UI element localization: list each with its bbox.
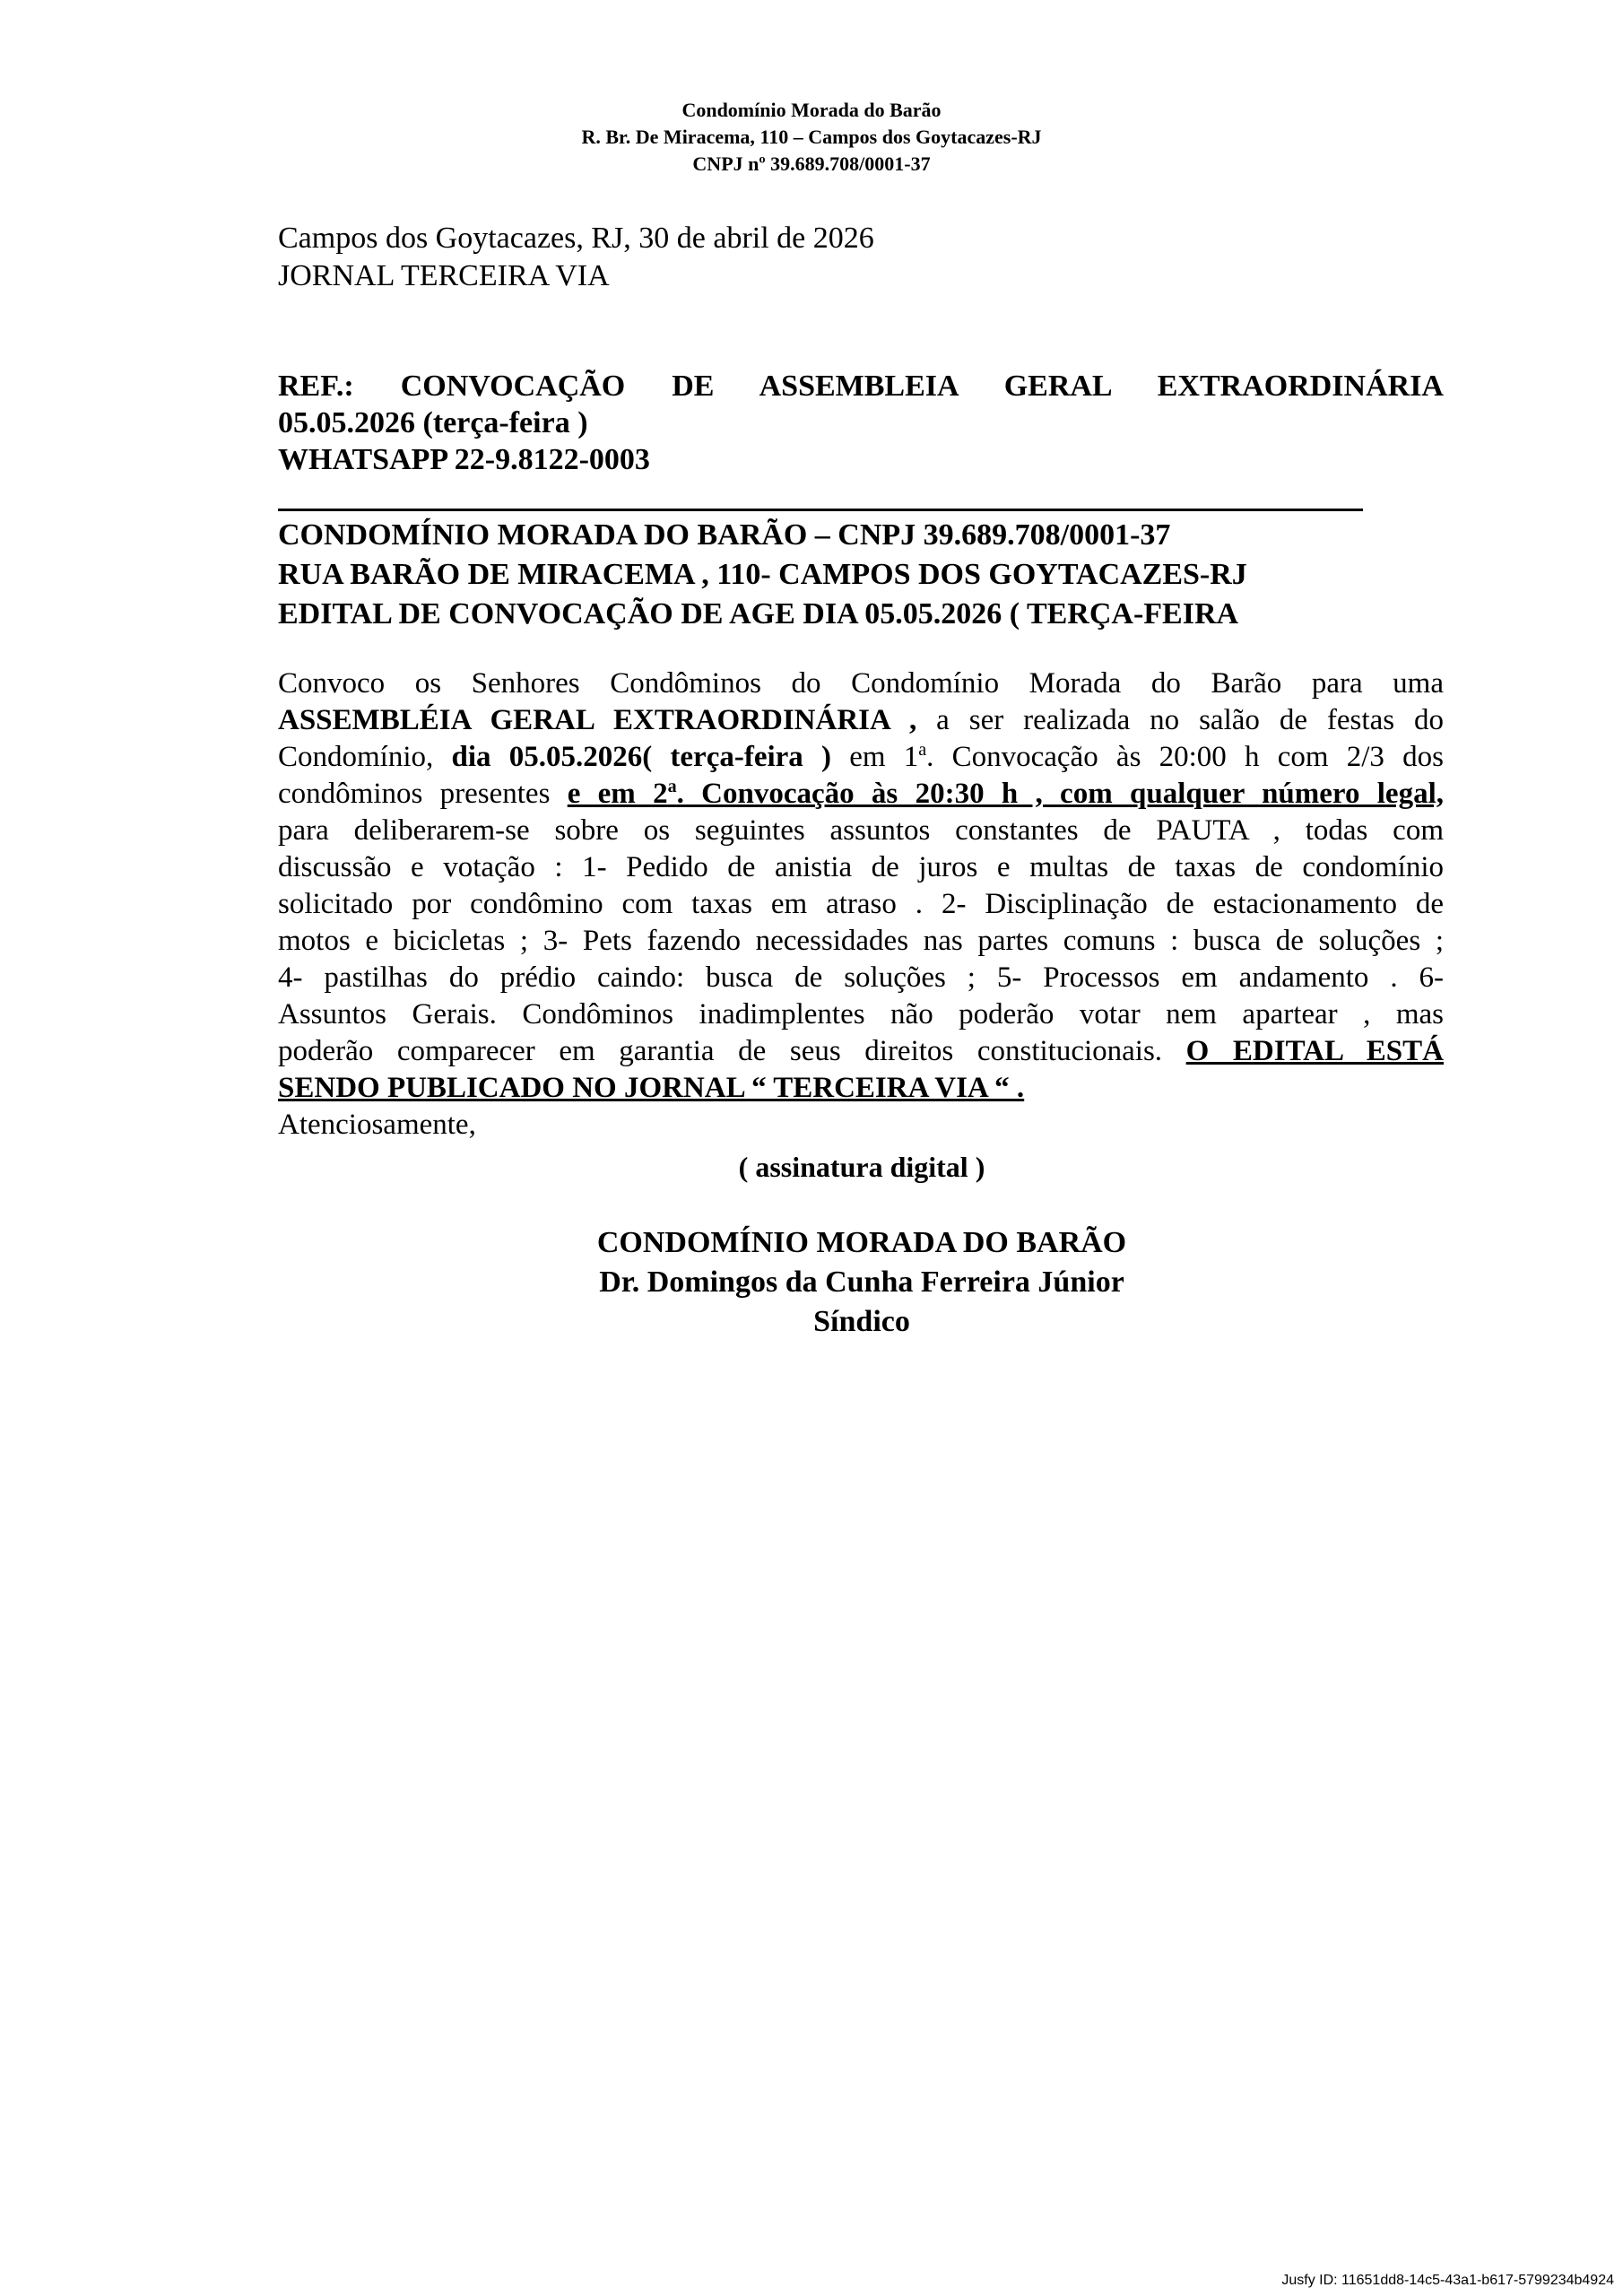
- signature-block: [0, 1223, 1623, 1342]
- second-call-text: [568, 778, 1444, 810]
- header-line-3: EDITAL DE CONVOCAÇÃO DE AGE DIA 05.05.2026 ( TERÇA-FEIRA: [278, 597, 1239, 631]
- meeting-date: dia 05.05.2026( terça-feira ): [451, 741, 831, 773]
- horizontal-rule: [278, 509, 1363, 511]
- body-line: [278, 776, 1444, 813]
- recipient: JORNAL TERCEIRA VIA: [278, 259, 610, 292]
- ref-line-1: REF.: CONVOCAÇÃO DE ASSEMBLEIA GERAL EXTRAORDINÁRIA: [278, 370, 1444, 403]
- signature-role: Síndico: [813, 1305, 910, 1338]
- closing: Atenciosamente,: [278, 1109, 476, 1141]
- body-text-fragment: em 1: [831, 741, 919, 773]
- header-line-2: RUA BARÃO DE MIRACEMA , 110- CAMPOS DOS GOYTACAZES-RJ: [278, 558, 1247, 591]
- superscript: a: [667, 777, 677, 796]
- body-text-fragment: Condomínio,: [278, 741, 452, 773]
- letterhead-name: Condomínio Morada do Barão: [681, 99, 942, 121]
- assembly-title: ASSEMBLÉIA GERAL EXTRAORDINÁRIA ,: [278, 704, 917, 736]
- body-text-fragment: condôminos presentes: [278, 778, 568, 810]
- body-line: discussão e votação : 1- Pedido de anistia de juros e multas de taxas de condomínio: [278, 851, 1444, 883]
- body-line: [278, 702, 1444, 739]
- body-text-fragment: . Convocação às 20:00 h com 2/3 dos: [926, 741, 1444, 773]
- dateline: Campos dos Goytacazes, RJ, 30 de abril de 2026: [278, 222, 874, 255]
- ref-line-2: 05.05.2026 (terça-feira ): [278, 406, 588, 439]
- signature-org: CONDOMÍNIO MORADA DO BARÃO: [596, 1226, 1127, 1259]
- ref-line-3: WHATSAPP 22-9.8122-0003: [278, 443, 650, 476]
- body-line: motos e bicicletas ; 3- Pets fazendo necessidades nas partes comuns : busca de soluções ;: [278, 925, 1444, 957]
- letterhead-cnpj: CNPJ nº 39.689.708/0001-37: [692, 152, 931, 175]
- digital-signature-note: ( assinatura digital ): [738, 1151, 985, 1183]
- body-text: [278, 665, 1444, 1144]
- publication-notice-end: SENDO PUBLICADO NO JORNAL “ TERCEIRA VIA “ .: [278, 1072, 1025, 1104]
- reference-block: [278, 368, 1444, 478]
- body-text-fragment: a ser realizada no salão de festas do: [916, 704, 1444, 736]
- body-line: [278, 739, 1444, 776]
- publication-notice: O EDITAL ESTÁ: [1185, 1035, 1444, 1067]
- body-line: Assuntos Gerais. Condôminos inadimplentes não poderão votar nem apartear , mas: [278, 998, 1444, 1031]
- footer-id: Jusfy ID: 11651dd8-14c5-43a1-b617-5799234b4924: [1281, 2273, 1614, 2288]
- body-line: solicitado por condômino com taxas em atraso . 2- Disciplinação de estacionamento de: [278, 888, 1444, 920]
- edital-header: [278, 516, 1247, 634]
- body-line: 4- pastilhas do prédio caindo: busca de soluções ; 5- Processos em andamento . 6-: [278, 961, 1444, 994]
- signature-name: Dr. Domingos da Cunha Ferreira Júnior: [599, 1265, 1124, 1299]
- body-text-fragment: e em 2: [567, 778, 668, 810]
- letterhead-address: R. Br. De Miracema, 110 – Campos dos Goytacazes-RJ: [581, 126, 1042, 148]
- body-line: [278, 1033, 1444, 1070]
- date-block: [278, 220, 874, 295]
- body-text-fragment: poderão comparecer em garantia de seus direitos constitucionais.: [278, 1035, 1186, 1067]
- header-line-1: CONDOMÍNIO MORADA DO BARÃO – CNPJ 39.689.708/0001-37: [278, 518, 1171, 552]
- body-text-fragment: . Convocação às 20:30 h , com qualquer número legal,: [676, 778, 1444, 810]
- letterhead: [0, 97, 1623, 178]
- body-line: para deliberarem-se sobre os seguintes assuntos constantes de PAUTA , todas com: [278, 814, 1444, 847]
- body-line: Convoco os Senhores Condôminos do Condomínio Morada do Barão para uma: [278, 667, 1444, 700]
- superscript: a: [918, 740, 927, 760]
